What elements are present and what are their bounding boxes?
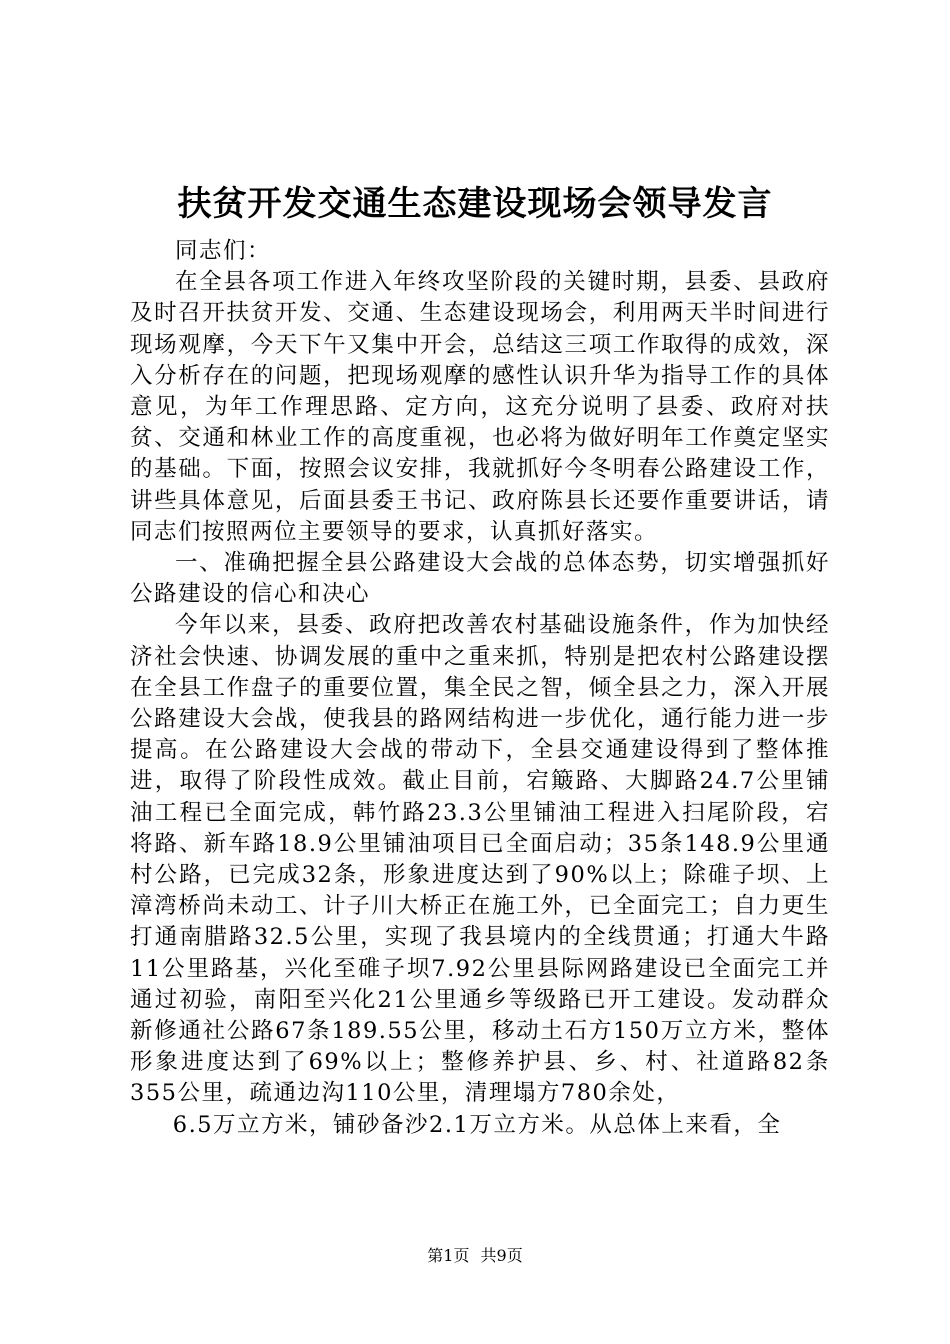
document-body xyxy=(130,236,830,1141)
section-heading-1: 一、准确把握全县公路建设大会战的总体态势，切实增强抓好公路建设的信心和决心 xyxy=(130,550,830,608)
page-total: 共9页 xyxy=(480,1246,523,1265)
page-footer xyxy=(0,1245,950,1267)
paragraph-intro: 在全县各项工作进入年终攻坚阶段的关键时期，县委、县政府及时召开扶贫开发、交通、生态建设现场会，利用两天半时间进行现场观摩，今天下午又集中开会，总结这三项工作取得的成效，深入分析存在的问题，把现场观摩的感性认识升华为指导工作的具体意见，为年工作理思路、定方向，这充分说明了县委、政府对扶贫、交通和林业工作的高度重视，也必将为做好明年工作奠定坚实的基础。下面，按照会议安排，我就抓好今冬明春公路建设工作，讲些具体意见，后面县委王书记、政府陈县长还要作重要讲话，请同志们按照两位主要领导的要求，认真抓好落实。 xyxy=(130,269,830,545)
paragraph-progress: 今年以来，县委、政府把改善农村基础设施条件，作为加快经济社会快速、协调发展的重中之重来抓，特别是把农村公路建设摆在全县工作盘子的重要位置，集全民之智，倾全县之力，深入开展公路建设大会战，使我县的路网结构进一步优化，通行能力进一步提高。在公路建设大会战的带动下，全县交通建设得到了整体推进，取得了阶段性成效。截止目前，宕簸路、大脚路24.7公里铺油工程已全面完成，韩竹路23.3公里铺油工程进入扫尾阶段，宕将路、新车路18.9公里铺油项目已全面启动；35条148.9公里通村公路，已完成32条，形象进度达到了90%以上；除碓子坝、上漳湾桥尚未动工、计子川大桥正在施工外，已全面完工；自力更生打通南腊路32.5公里，实现了我县境内的全线贯通；打通大牛路11公里路基，兴化至碓子坝7.92公里县际网路建设已全面完工并通过初验，南阳至兴化21公里通乡等级路已开工建设。发动群众新修通社公路67条189.55公里，移动土石方150万立方米，整体形象进度达到了69%以上；整修养护县、乡、村、社道路82条355公里，疏通边沟110公里，清理塌方780余处， xyxy=(130,612,830,1107)
salutation: 同志们： xyxy=(175,238,272,264)
paragraph-continued: 6.5万立方米，铺砂备沙2.1万立方米。从总体上来看，全 xyxy=(172,1111,782,1138)
document-title: 扶贫开发交通生态建设现场会领导发言 xyxy=(177,184,773,224)
page-number: 第1页 xyxy=(427,1246,470,1265)
